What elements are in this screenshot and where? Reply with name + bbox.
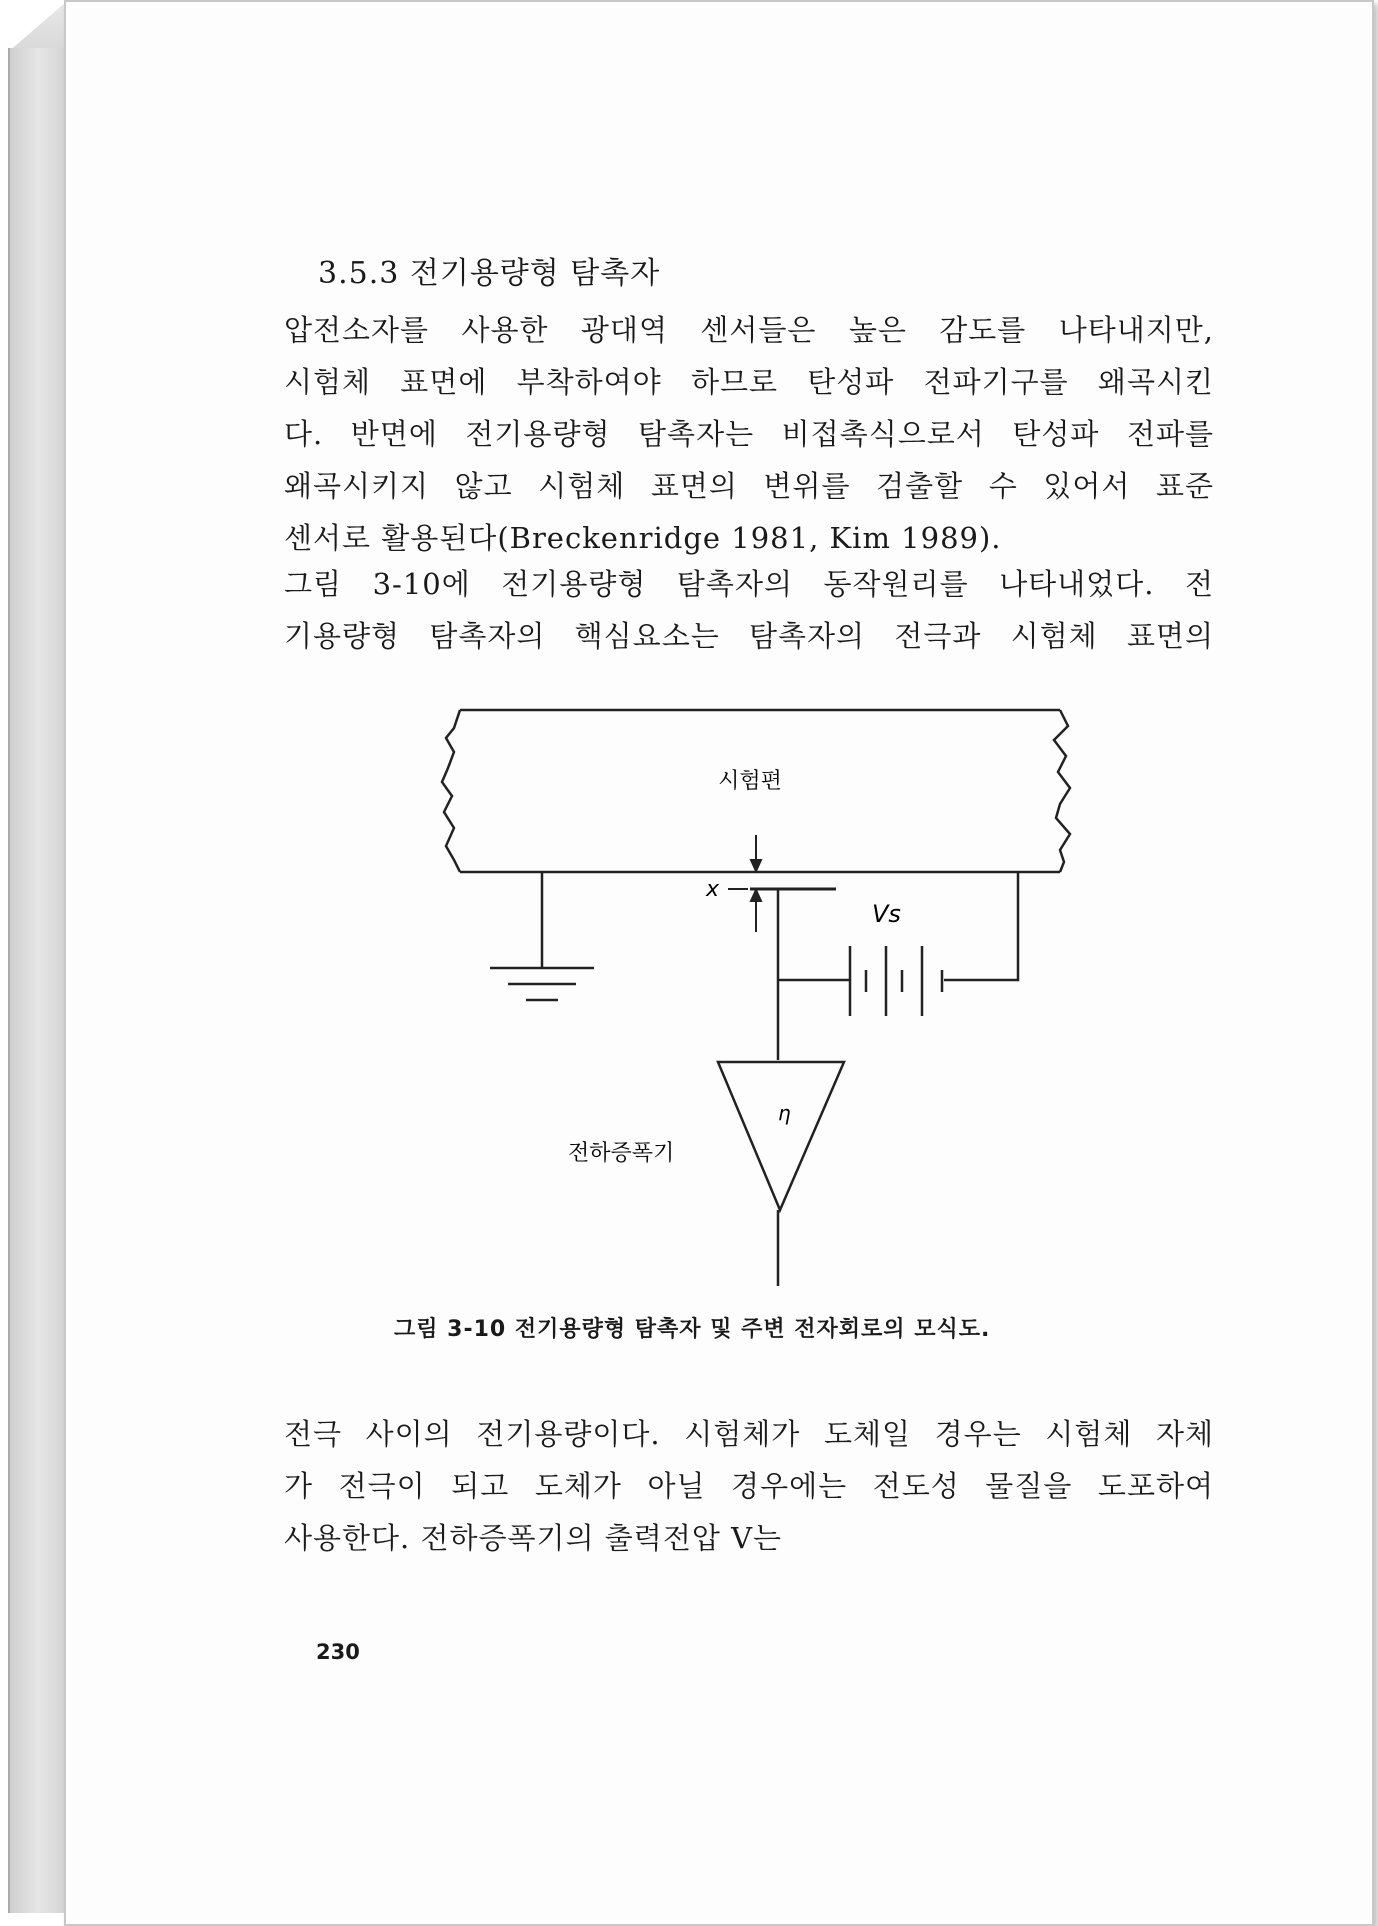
ground-symbol — [490, 872, 594, 1000]
book-spine-top — [8, 2, 66, 52]
capacitive-probe-diagram — [430, 700, 1110, 1290]
paragraph-3 — [284, 1408, 1214, 1564]
battery-symbol — [850, 946, 942, 1016]
gap-arrows — [728, 835, 761, 932]
figure-caption: 그림 3-10 전기용량형 탐촉자 및 주변 전자회로의 모식도. — [394, 1317, 991, 1342]
paragraph-line: 가 전극이 되고 도체가 아닐 경우에는 전도성 물질을 도포하여 — [284, 1469, 1214, 1503]
paragraph-line: 전극 사이의 전기용량이다. 시험체가 도체일 경우는 시험체 자체 — [284, 1417, 1214, 1451]
paragraph-line: 기용량형 탐촉자의 핵심요소는 탐촉자의 전극과 시험체 표면의 — [284, 619, 1214, 653]
section-heading: 3.5.3 전기용량형 탐촉자 — [318, 256, 661, 291]
paragraph-line: 압전소자를 사용한 광대역 센서들은 높은 감도를 나타내지만, — [284, 313, 1214, 347]
specimen-label: 시험편 — [718, 769, 782, 794]
paragraph-line: 센서로 활용된다(Breckenridge 1981, Kim 1989). — [284, 521, 1002, 555]
page-number: 230 — [316, 1640, 360, 1664]
charge-amplifier-symbol — [718, 1062, 844, 1210]
paragraph-line: 사용한다. 전하증폭기의 출력전압 V는 — [284, 1521, 783, 1555]
gain-label: η — [778, 1101, 791, 1125]
gap-label: x — [706, 877, 720, 902]
paragraph-line: 그림 3-10에 전기용량형 탐촉자의 동작원리를 나타내었다. 전 — [284, 567, 1214, 601]
amplifier-label: 전하증폭기 — [568, 1141, 675, 1166]
paragraph-2 — [284, 558, 1214, 662]
voltage-label: Vs — [872, 900, 901, 928]
paragraph-1 — [284, 304, 1214, 564]
paragraph-line: 왜곡시키지 않고 시험체 표면의 변위를 검출할 수 있어서 표준 — [284, 469, 1214, 503]
book-spine — [8, 48, 66, 1913]
paragraph-line: 다. 반면에 전기용량형 탐촉자는 비접촉식으로서 탄성파 전파를 — [284, 417, 1214, 451]
paragraph-line: 시험체 표면에 부착하여야 하므로 탄성파 전파기구를 왜곡시킨 — [284, 365, 1214, 399]
